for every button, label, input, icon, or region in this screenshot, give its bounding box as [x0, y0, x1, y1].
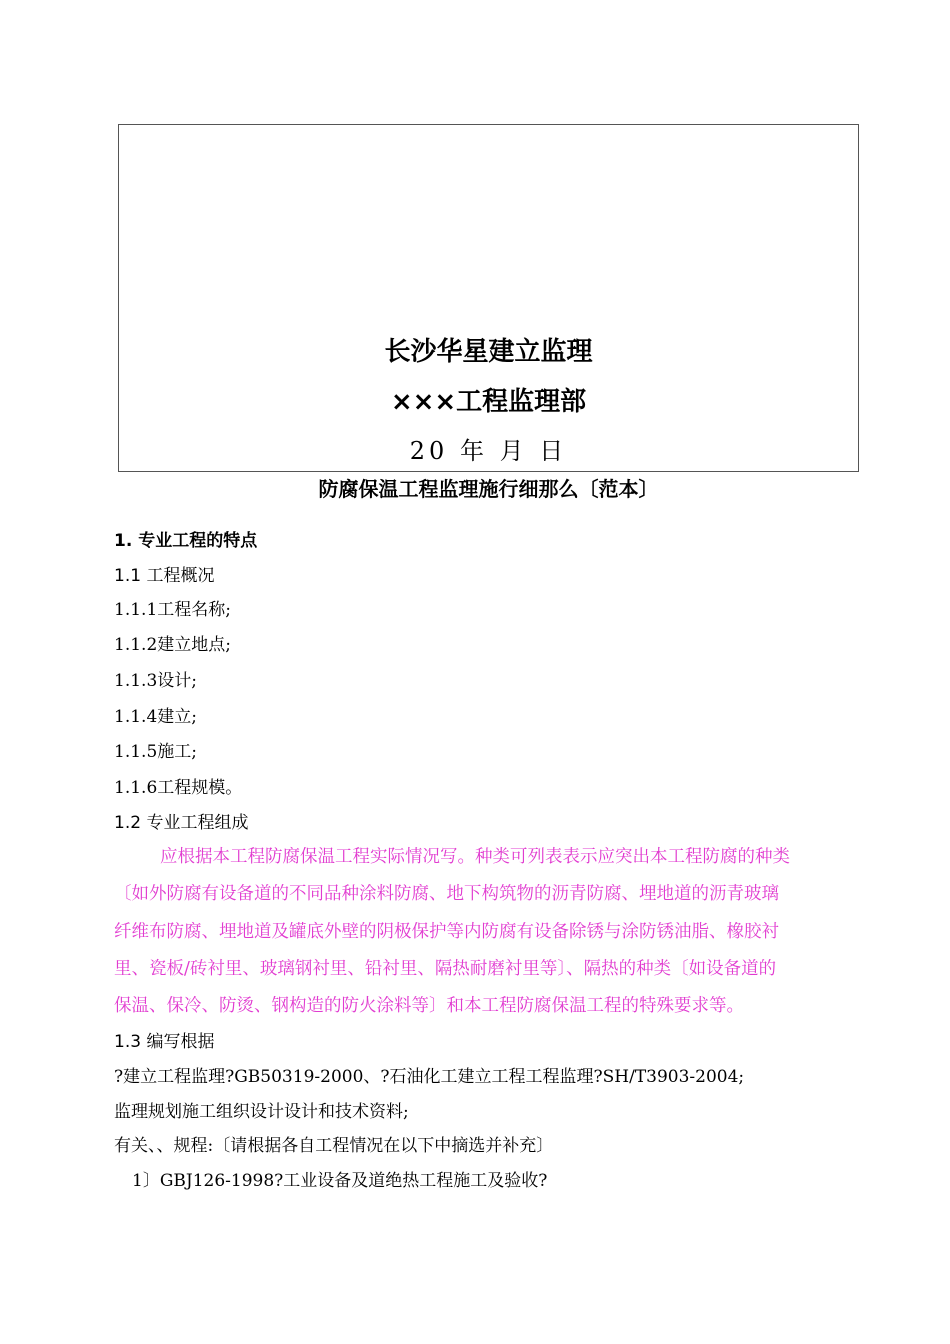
- organization-name: 长沙华星建立监理: [384, 337, 593, 367]
- overview-item: 1.1.3设计;: [114, 671, 197, 691]
- section-1-1-heading: 1.1 工程概况: [114, 566, 215, 586]
- composition-paragraph-line: 应根据本工程防腐保温工程实际情况写。种类可列表表示应突出本工程防腐的种类: [160, 847, 790, 867]
- basis-line: 1〕GBJ126-1998?工业设备及道绝热工程施工及验收?: [132, 1171, 548, 1191]
- overview-item: 1.1.2建立地点;: [114, 635, 231, 655]
- overview-item: 1.1.5施工;: [114, 742, 197, 762]
- overview-item: 1.1.1工程名称;: [114, 600, 231, 620]
- basis-line: ?建立工程监理?GB50319-2000、?石油化工建立工程工程监理?SH/T3903-2004;: [114, 1067, 745, 1087]
- basis-line: 有关、、规程:〔请根据各自工程情况在以下中摘选并补充〕: [114, 1136, 554, 1156]
- basis-line: 监理规划施工组织设计设计和技术资料;: [114, 1102, 409, 1122]
- overview-item: 1.1.6工程规模。: [114, 778, 243, 798]
- document-date: 20 年 月 日: [409, 437, 568, 465]
- section-1-3-heading: 1.3 编写根据: [114, 1032, 215, 1052]
- cover-box: [118, 124, 859, 472]
- composition-paragraph-line: 保温、保冷、防烫、钢构造的防火涂料等〕和本工程防腐保温工程的特殊要求等。: [114, 996, 744, 1016]
- document-title: 防腐保温工程监理施行细那么〔范本〕: [318, 477, 659, 501]
- section-1-2-heading: 1.2 专业工程组成: [114, 813, 249, 833]
- composition-paragraph-line: 〔如外防腐有设备道的不同品种涂料防腐、地下构筑物的沥青防腐、埋地道的沥青玻璃: [114, 884, 779, 904]
- composition-paragraph-line: 纤维布防腐、埋地道及罐底外壁的阴极保护等内防腐有设备除锈与涂防锈油脂、橡胶衬: [114, 922, 779, 942]
- overview-item: 1.1.4建立;: [114, 707, 197, 727]
- composition-paragraph-line: 里、瓷板/砖衬里、玻璃钢衬里、铅衬里、隔热耐磨衬里等〕、隔热的种类〔如设备道的: [114, 959, 777, 979]
- section-1-heading: 1. 专业工程的特点: [114, 531, 258, 551]
- department-name: ×××工程监理部: [390, 387, 587, 417]
